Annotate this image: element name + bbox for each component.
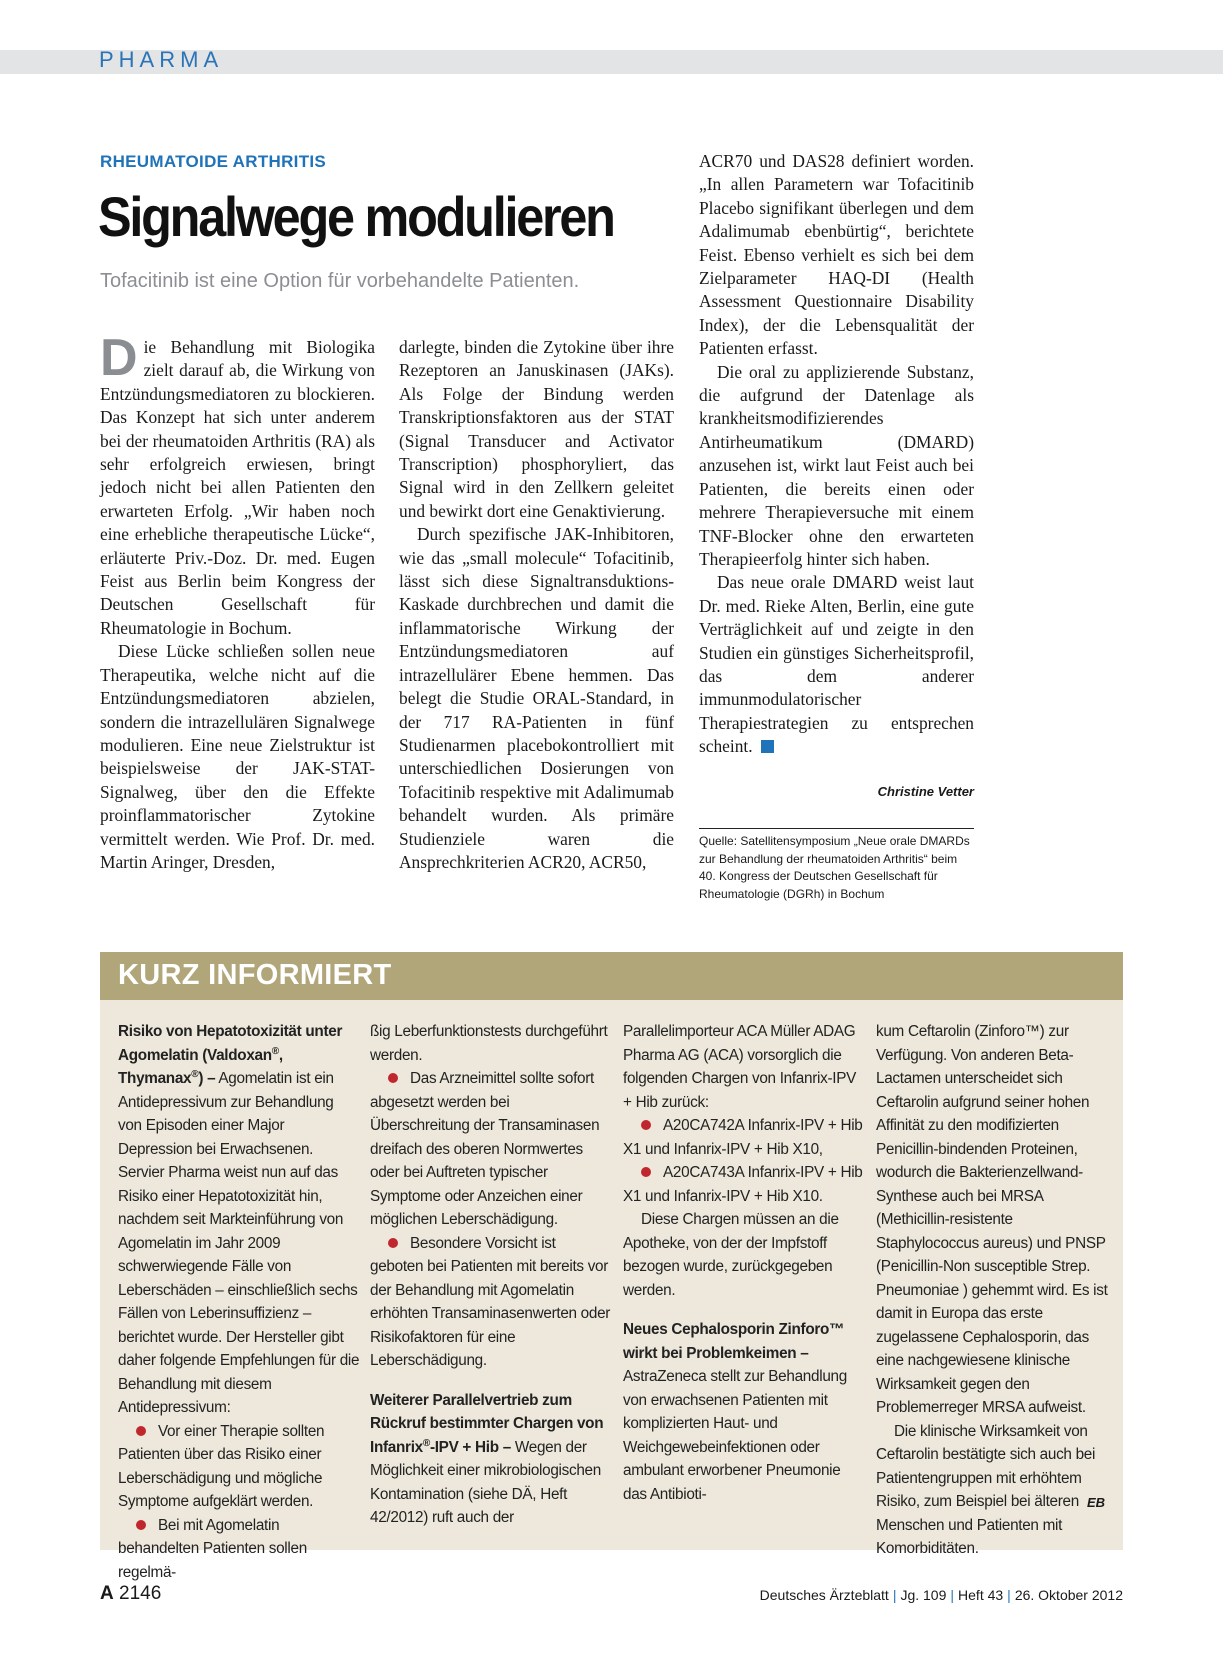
article-subtitle: Tofacitinib ist eine Option für vorbehandelte Patienten. bbox=[100, 270, 580, 292]
bullet-icon bbox=[641, 1167, 651, 1177]
news-item-zinforo: Neues Cephalosporin Zinforo™ wirkt bei Problemkeimen – AstraZeneca stellt zur Behandlung von erwachsenen Patienten mit komplizierten Haut- und Weichgewebeinfektionen oder ambulant erworbener Pneumonie das Antibioti- bbox=[623, 1321, 847, 1503]
journal-info: Deutsches Ärzteblatt | Jg. 109 | Heft 43 | 26. Oktober 2012 bbox=[759, 1587, 1123, 1603]
bullet-icon bbox=[641, 1120, 651, 1130]
paragraph: Diese Chargen müssen an die Apotheke, von der der Impfstoff bezogen wurde, zurückgegeben werden. bbox=[623, 1211, 839, 1299]
bullet-item: Vor einer Therapie sollten Patienten über das Risiko einer Leberschädigung und mögliche Symptome aufgeklärt werden. bbox=[118, 1422, 325, 1510]
article-column-1 bbox=[100, 329, 375, 874]
end-mark-icon bbox=[761, 740, 774, 753]
paragraph: Diese Lücke schließen sollen neue Therapeutika, welche nicht auf die Entzündungsmediatoren abzielen, sondern die intrazellulären Signalwege modulieren. Eine neue Zielstruktur ist beispielsweise der JAK-STAT-Signalweg, über den die Effekte proinflammatorischer Zytokine vermittelt werden. Wie Prof. Dr. med. Martin Aringer, Dresden, bbox=[100, 641, 375, 872]
article-column-2 bbox=[399, 336, 674, 874]
section-label: PHARMA bbox=[99, 47, 224, 72]
paragraph: ACR70 und DAS28 definiert worden. „In allen Parametern war Tofacitinib Placebo signifikant überlegen und dem Adalimumab ebenbürtig“, berichtete Feist. Ebenso verhielt es sich bei dem Zielparameter HAQ-DI (Health Assessment Questionnaire Disability Index), der die Lebensqualität der Patienten erfasst. bbox=[699, 151, 974, 359]
paragraph: Die klinische Wirksamkeit von Ceftarolin bestätigte sich auch bei Patientengruppen mit erhöhtem Risiko, zum Beispiel bei älteren Menschen und Patienten mit Komorbiditäten. bbox=[876, 1422, 1096, 1557]
bullet-item: Das Arzneimittel sollte sofort abgesetzt werden bei Überschreitung der Transaminasen dreifach des oberen Normwertes oder bei Auftreten typischer Symptome oder Anzeichen einer möglichen Leberschädigung. bbox=[370, 1070, 600, 1228]
article-kicker: RHEUMATOIDE ARTHRITIS bbox=[100, 152, 327, 171]
paragraph: darlegte, binden die Zytokine über ihre Rezeptoren an Januskinasen (JAKs). Als Folge der Bindung werden Transkriptionsfaktoren aus der STAT (Signal Transducer and Activator Transcription) phosphoryliert, das Signal wird in den Zellkern geleitet und bewirkt dort eine Genaktivierung. bbox=[399, 337, 674, 521]
article-column-3 bbox=[699, 150, 974, 759]
bullet-icon bbox=[388, 1073, 398, 1083]
news-item-agomelatin: Risiko von Hepatotoxizität unter Agomelatin (Valdoxan®, Thymanax®) – Agomelatin ist ein Antidepressivum zur Behandlung von Episoden einer Major Depression bei Erwachsenen. Servier Pharma weist nun auf das Risiko einer Hepatotoxizität hin, nachdem seit Markteinführung von Agomelatin im Jahr 2009 schwerwiegende Fälle von Leberschäden – einschließlich sechs Fällen von Leberinsuffizienz – berichtet wurde. Der Hersteller gibt daher folgende Empfehlungen für die Behandlung mit diesem Antidepressivum: bbox=[118, 1023, 360, 1416]
bullet-item: A20CA742A Infanrix-IPV + Hib X1 und Infanrix-IPV + Hib X10, bbox=[623, 1117, 863, 1158]
paragraph: Parallelimporteur ACA Müller ADAG Pharma AG (ACA) vorsorglich die folgenden Chargen von Infanrix-IPV + Hib zurück: bbox=[623, 1023, 857, 1111]
page-number: A 2146 bbox=[100, 1583, 162, 1604]
bullet-item: A20CA743A Infanrix-IPV + Hib X1 und Infanrix-IPV + Hib X10. bbox=[623, 1164, 863, 1205]
paragraph: Durch spezifische JAK-Inhibitoren, wie das „small molecule“ Tofacitinib, lässt sich diese Signaltransduktions-Kaskade durchbrechen und damit die inflammatorische Wirkung der Entzündungsmediatoren auf intrazellulärer Ebene hemmen. Das belegt die Studie ORAL-Standard, in der 717 RA-Patienten in fünf Studienarmen placebokontrolliert mit unterschiedlichen Dosierungen von Tofacitinib respektive mit Adalimumab behandelt wurden. Als primäre Studienziele waren die Ansprechkriterien ACR20, ACR50, bbox=[399, 524, 674, 872]
bullet-continuation: ßig Leberfunktionstests durchgeführt werden. bbox=[370, 1023, 608, 1064]
news-box-header bbox=[100, 952, 1123, 1000]
source-divider bbox=[699, 828, 974, 829]
bullet-icon bbox=[136, 1520, 146, 1530]
news-column-2 bbox=[370, 1020, 612, 1530]
drop-cap: D bbox=[100, 329, 138, 387]
article-source: Quelle: Satellitensymposium „Neue orale DMARDs zur Behandlung der rheumatoiden Arthritis“ beim 40. Kongress der Deutschen Gesellschaft für Rheumatologie (DGRh) in Bochum bbox=[699, 834, 970, 901]
news-column-3 bbox=[623, 1020, 865, 1506]
bullet-icon bbox=[136, 1426, 146, 1436]
news-box-title: KURZ INFORMIERT bbox=[118, 959, 392, 991]
paragraph: kum Ceftarolin (Zinforo™) zur Verfügung. Von anderen Beta-Lactamen unterscheidet sich Ceftarolin aufgrund seiner hohen Affinität zu den modifizierten Penicillin-bindenden Proteinen, wodurch die Bakterienzellwand-Synthese auch bei MRSA (Methicillin-resistente Staphylococcus aureus) und PNSP (Penicillin-Non susceptible Strep. Pneumoniae ) gehemmt wird. Es ist damit in Europa das erste zugelassene Cephalosporin, das eine nachgewiesene klinische Wirksamkeit gegen den Problemerreger MRSA aufweist. bbox=[876, 1023, 1108, 1416]
news-box bbox=[100, 952, 1123, 1581]
news-column-1 bbox=[118, 1020, 360, 1584]
article-title: Signalwege modulieren bbox=[98, 185, 614, 248]
news-column-4 bbox=[876, 1020, 1118, 1561]
paragraph: Die oral zu applizierende Substanz, die aufgrund der Datenlage als krankheitsmodifizierendes Antirheumatikum (DMARD) anzusehen ist, wirkt laut Feist auch bei Patienten, die bereits einen oder mehrere Therapieversuche mit einem TNF-Blocker ohne den erwarteten Therapieerfolg hinter sich haben. bbox=[699, 361, 974, 569]
paragraph: Die Behandlung mit Biologika zielt darauf ab, die Wirkung von Entzündungsmediatoren zu blockieren. Das Konzept hat sich unter anderem bei der rheumatoiden Arthritis (RA) als sehr erfolgreich erwiesen, bringt jedoch nicht bei allen Patienten den erwarteten Erfolg. „Wir haben noch eine erhebliche therapeutische Lücke“, erläuterte Priv.-Doz. Dr. med. Eugen Feist aus Berlin beim Kongress der Deutschen Gesellschaft für Rheumatologie in Bochum. bbox=[100, 329, 375, 638]
article-author: Christine Vetter bbox=[877, 784, 974, 799]
bullet-item: Besondere Vorsicht ist geboten bei Patienten mit bereits vor der Behandlung mit Agomelatin erhöhten Transaminasenwerten oder Risikofaktoren für eine Leberschädigung. bbox=[370, 1234, 611, 1369]
paragraph: Das neue orale DMARD weist laut Dr. med. Rieke Alten, Berlin, eine gute Verträglichkeit auf und zeigte in den Studien ein günstiges Sicherheitsprofil, das dem anderer immunmodulatorischer Therapiestrategien zu entsprechen scheint. bbox=[699, 572, 974, 757]
bullet-icon bbox=[388, 1238, 398, 1248]
news-box-signature: EB bbox=[1086, 1495, 1105, 1510]
bullet-item: Bei mit Agomelatin behandelten Patienten sollen regelmä- bbox=[118, 1516, 307, 1581]
news-item-infanrix: Weiterer Parallelvertrieb zum Rückruf bestimmter Chargen von Infanrix®-IPV + Hib – Wegen der Möglichkeit einer mikrobiologischen Kontamination (siehe DÄ, Heft 42/2012) ruft auch der bbox=[370, 1391, 604, 1526]
